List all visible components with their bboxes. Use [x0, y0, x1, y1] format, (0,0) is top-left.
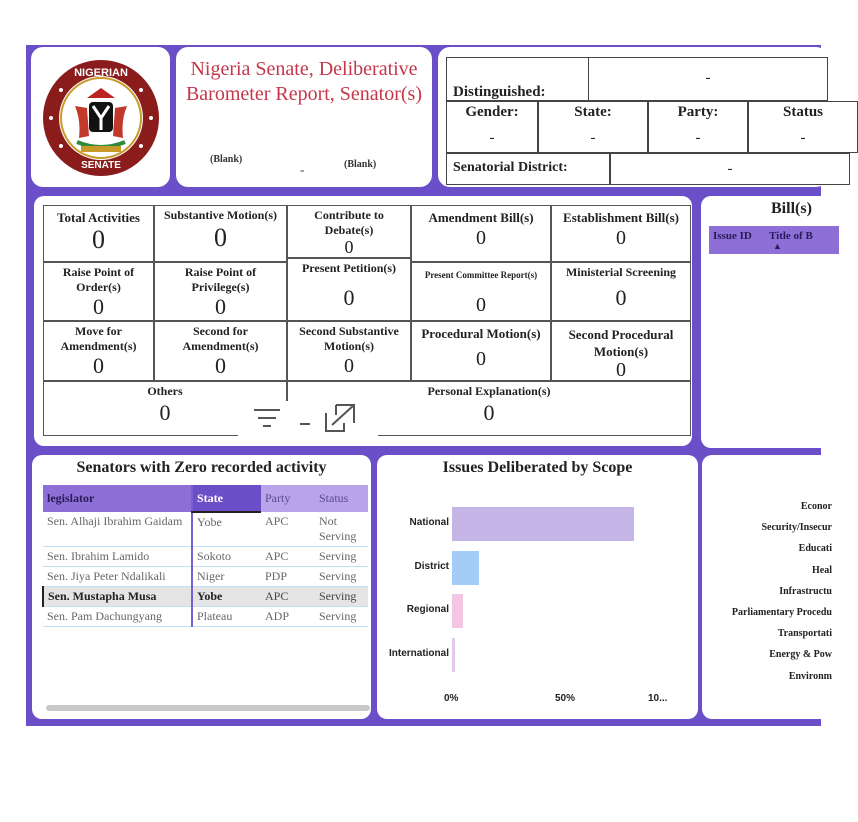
status-label: Status [782, 104, 823, 120]
party-cell: APC [261, 547, 315, 567]
blank-label-left: (Blank) [210, 154, 243, 165]
gender-value: - [489, 130, 495, 146]
x-tick-label: 0% [444, 693, 459, 704]
bar-national[interactable] [452, 507, 634, 541]
personal-explanation-tile: Personal Explanation(s) 0 [287, 381, 691, 436]
issue-id-header[interactable]: Issue ID [713, 230, 752, 242]
bar-district[interactable] [452, 551, 479, 585]
party-label: Party: [677, 104, 719, 120]
expand-icon[interactable] [322, 401, 358, 435]
legislator-cell: Sen. Mustapha Musa [43, 587, 192, 607]
amendment-bill-tile: Amendment Bill(s) 0 [411, 205, 551, 262]
second-procedural-tile: Second Procedural Motion(s) 0 [551, 321, 691, 381]
bills-title: Bill(s) [771, 200, 812, 217]
x-tick-label: 50% [555, 693, 576, 704]
legislator-cell: Sen. Jiya Peter Ndalikali [43, 567, 192, 587]
status-cell: Serving [315, 547, 368, 567]
issue-category-label: Parliamentary Procedu [731, 607, 832, 618]
table-row[interactable] [43, 512, 368, 547]
svg-text:NIGERIAN: NIGERIAN [74, 67, 128, 79]
issues-by-scope-card [377, 455, 698, 719]
zero-activity-title: Senators with Zero recorded activity [76, 459, 327, 476]
state-header[interactable]: State [192, 485, 261, 512]
issue-category-label: Educati [798, 543, 832, 555]
status-cell: Serving [315, 607, 368, 627]
status-value: - [800, 130, 806, 146]
bar-international[interactable] [452, 638, 455, 672]
filter-lines-icon[interactable] [252, 405, 282, 433]
issue-category-label: Infrastructu [779, 585, 832, 597]
issue-category-label: Econor [800, 501, 832, 512]
activities-card [34, 196, 692, 446]
raise-point-privilege-tile: Raise Point of Privilege(s) 0 [154, 262, 287, 321]
distinguished-value-cell [588, 57, 828, 101]
contribute-debate-tile: Contribute to Debate(s) 0 [287, 205, 411, 258]
issue-category-label: Heal [812, 564, 832, 576]
status-cell: Serving [315, 587, 368, 607]
state-label: State: [574, 104, 612, 120]
state-cell [538, 101, 648, 153]
party-cell: ADP [261, 607, 315, 627]
substantive-motion-tile: Substantive Motion(s) 0 [154, 205, 287, 262]
dashboard-frame [26, 45, 832, 726]
state-cell: Yobe [192, 512, 261, 547]
category-label: National [409, 517, 449, 528]
table-row[interactable] [43, 607, 368, 627]
state-cell: Plateau [192, 607, 261, 627]
party-cell [648, 101, 748, 153]
title-of-bill-header[interactable]: Title of B [769, 230, 813, 242]
status-cell [748, 101, 858, 153]
state-cell: Sokoto [192, 547, 261, 567]
gender-cell [446, 101, 538, 153]
legislator-cell: Sen. Alhaji Ibrahim Gaidam [43, 512, 192, 547]
blank-label-right: (Blank) [344, 159, 377, 170]
district-label: Senatorial District: [453, 160, 568, 175]
raise-point-order-tile: Raise Point of Order(s) 0 [43, 262, 154, 321]
district-value-cell [610, 153, 850, 185]
toolbar-separator [300, 423, 310, 425]
bills-card [701, 196, 831, 448]
party-header[interactable]: Party [261, 485, 315, 512]
blank-dash: - [300, 162, 305, 177]
party-cell: PDP [261, 567, 315, 587]
table-row[interactable] [43, 567, 368, 587]
issue-category-label: Transportati [777, 628, 832, 640]
ministerial-screening-tile: Ministerial Screening 0 [551, 262, 691, 321]
distinguished-value: - [705, 70, 711, 86]
legislator-header[interactable]: legislator [43, 485, 192, 512]
present-petition-tile: Present Petition(s) 0 [287, 258, 411, 321]
bills-table-header [709, 226, 839, 254]
report-title-card [176, 47, 432, 187]
logo-card [31, 47, 170, 187]
chart-title: Issues Deliberated by Scope [442, 459, 633, 476]
horizontal-scrollbar[interactable] [46, 705, 370, 711]
party-cell: APC [261, 512, 315, 547]
move-amendment-tile: Move for Amendment(s) 0 [43, 321, 154, 381]
procedural-motion-tile: Procedural Motion(s) 0 [411, 321, 551, 381]
party-cell: APC [261, 587, 315, 607]
zero-activity-senators-card [32, 455, 371, 719]
district-value: - [727, 161, 733, 177]
category-label: International [388, 647, 449, 659]
category-label: District [414, 560, 449, 572]
status-cell: Not Serving [315, 512, 368, 547]
zero-activity-table [42, 485, 368, 627]
state-cell: Yobe [192, 587, 261, 607]
legislator-cell: Sen. Pam Dachungyang [43, 607, 192, 627]
sort-ascending-icon: ▲ [773, 241, 782, 251]
establishment-bill-tile: Establishment Bill(s) 0 [551, 205, 691, 262]
senate-seal-logo [41, 58, 161, 178]
gender-label: Gender: [465, 104, 519, 120]
status-cell: Serving [315, 567, 368, 587]
x-tick-label: 10... [648, 693, 668, 704]
total-activities-tile: Total Activities 0 [43, 205, 154, 262]
distinguished-label: Distinguished: [453, 84, 546, 100]
report-title: Nigeria Senate, Deliberative Barometer Report, Senator(s) [185, 58, 423, 105]
issue-category-label: Energy & Pow [769, 649, 832, 661]
table-row-selected[interactable] [43, 587, 368, 607]
status-header[interactable]: Status [315, 485, 368, 512]
bar-regional[interactable] [452, 594, 463, 628]
visual-toolbar [238, 401, 378, 445]
senator-info-card [438, 47, 828, 187]
svg-text:SENATE: SENATE [81, 160, 121, 171]
second-amendment-tile: Second for Amendment(s) 0 [154, 321, 287, 381]
issue-category-label: Environm [788, 670, 832, 682]
others-tile: Others 0 [43, 381, 287, 436]
party-value: - [695, 130, 701, 146]
issue-category-label: Security/Insecur [761, 522, 832, 534]
distinguished-cell [446, 57, 588, 101]
category-label: Regional [406, 604, 449, 615]
state-value: - [590, 130, 596, 146]
table-row[interactable] [43, 547, 368, 567]
issue-categories-card [702, 455, 832, 719]
state-cell: Niger [192, 567, 261, 587]
district-cell [446, 153, 610, 185]
second-substantive-tile: Second Substantive Motion(s) 0 [287, 321, 411, 381]
present-committee-report-tile: Present Committee Report(s) 0 [411, 262, 551, 321]
legislator-cell: Sen. Ibrahim Lamido [43, 547, 192, 567]
